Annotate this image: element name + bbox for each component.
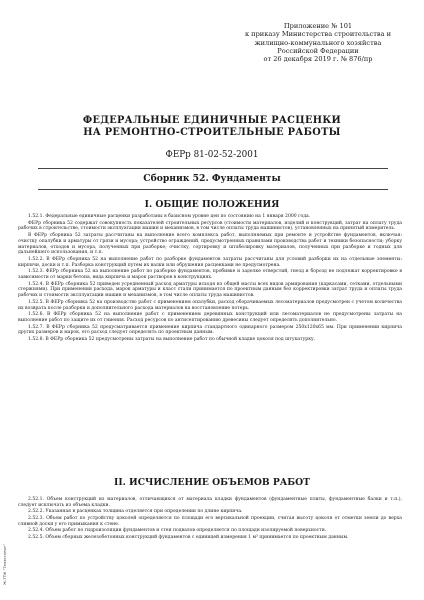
document-title-line-1: ФЕДЕРАЛЬНЫЕ ЕДИНИЧНЫЕ РАСЦЕНКИ [82, 115, 342, 126]
paragraph: 1.52.1. Федеральные единичные расценки разработаны в базисном уровне цен по состоянию на 1 января 2000 года. [28, 214, 311, 219]
paragraph: 2.52.1. Объем конструкций из материалов, отличающихся от материала кладки фундаментов (фундаментные плиты, фундаментные балки и т.п.), следует исключать из объема кладки. [18, 497, 402, 508]
side-watermark [2, 523, 12, 593]
appendix-line: жилищно-коммунального хозяйства [254, 38, 382, 47]
section-1-body [18, 214, 402, 344]
document-code: ФЕРр 81-02-52-2001 [165, 150, 259, 160]
paragraph: 1.52.8. В ФЕРр сборника 52 предусмотрены затраты на выполнение работ по обычной кладке цоколя под штукатурку. [28, 337, 316, 343]
paragraph: 2.52.5. Объем сборных железобетонных конструкций фундаментов с единицей измерения 1 м³ принимается по проектным данным. [28, 535, 349, 541]
collection-title: Сборник 52. Фундаменты [143, 173, 281, 184]
section-1-title: I. ОБЩИЕ ПОЛОЖЕНИЯ [144, 199, 280, 210]
side-note: Ж-ТПК "Техэксперт" [2, 544, 7, 585]
paragraph: 2.52.3. Объем работ по устройству цоколей определяется по площади его вертикальной проекции, считая высоту цоколя от отметки земли до верха сливной доски у его примыкания к стене. [18, 516, 402, 527]
section-2-title: II. ИСЧИСЛЕНИЕ ОБЪЕМОВ РАБОТ [114, 477, 310, 488]
divider [38, 168, 388, 169]
divider [38, 189, 388, 190]
appendix-line: Российской Федерации [277, 46, 359, 55]
paragraph: 1.52.5. В ФЕРр сборника 52 на производство работ с применением опалубки, расход оборачиваемых лесоматериалов предусмотрен с учетом количества их возврата после разборки и дополнительного расхода материалов на восстановление потерь. [18, 299, 402, 311]
paragraph: 1.52.6. В ФЕРр сборника 52 на выполнение работ с применением деревянных конструкций или лесоматериалов не предусмотрены затраты на выполнение работ по защите их от гниения. Расход ресурсов по антисептированию древесины следует определять дополнительно. [18, 312, 402, 323]
paragraph: 1.52.7. В ФЕРр сборника 52 предусматривается применение кирпича стандартного одинарного размером 250х120х65 мм. При применении кирпича других размеров и марок, его расход следует определять по проектным данным. [18, 324, 402, 336]
paragraph: 1.52.2. В ФЕРр сборника 52 на выполнение работ по разборке фундаментов затраты рассчитаны для условий разборки их на отдельные элементы: кирпичи, доски и т.п. Разборка конструкций путем их валки или обрушения расценками не предусмотрена. [18, 256, 402, 268]
appendix-line: Приложение № 101 [283, 22, 353, 30]
paragraph: ФЕРр сборника 52 содержат совокупность показателей строительных ресурсов (стоимости материалов, изделий и конструкций, затрат на оплату труда рабочих в строительстве, стоимости эксплуатации машин и механизмов, в том числе оплаты труда машинистов), установленных на принятый измеритель. [18, 220, 402, 232]
paragraph: 2.52.4. Объем работ по гидроизоляции фундаментов и стен подвалов определяется по площади изолируемой поверхности. [28, 528, 327, 534]
paragraph: В ФЕРр сборника 52 затраты рассчитаны на выполнение всего комплекса работ, выполняемых при ремонте и устройстве фундаментов, включая: очистку опалубки и арматуры от грязи и мусора; устройство ограждений, предусмотренных правилами производства работ и техники безопасности; уборку материалов, отходов и мусора, полученных при разборке; очистку, сортировку и штабелировку материалов, полученных при разборке и годных для дальнейшего использования, и т.п. [18, 233, 402, 256]
appendix-note [228, 22, 408, 63]
appendix-line: к приказу Министерства строительства и [244, 30, 392, 39]
appendix-line: от 26 декабря 2019 г. № 876/пр [263, 55, 373, 64]
section-2-body [18, 497, 402, 542]
paragraph: 1.52.4. В ФЕРр сборника 52 приведен усредненный расход арматуры исходя из общей массы всех видов армирования (каркасами, сетками, отдельными стержнями). При применении расхода, марок арматуры и класс стали принимается по проектным данным без корректировки затрат труда и оплаты труда рабочих и стоимости эксплуатации машин и механизмов, в том числе оплаты труда машинистов. [18, 281, 402, 299]
document-title-line-2: НА РЕМОНТНО-СТРОИТЕЛЬНЫЕ РАБОТЫ [83, 127, 341, 138]
paragraph: 1.52.3. ФЕРр сборника 52 на выполнение работ по разборке фундаментов, пробивке и заделке отверстий, гнезд и борозд не подлежат корректировке в зависимости от марки бетона, вида кирпича и марок растворов в конструкциях. [18, 269, 402, 281]
paragraph: 2.52.2. Указанная в расценках толщина отделяется при определении по длине кирпича. [28, 509, 243, 515]
